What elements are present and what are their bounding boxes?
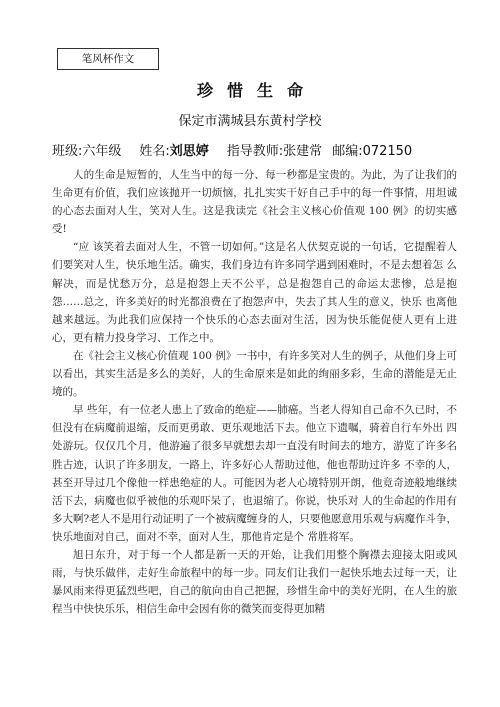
paragraph: 旭日东升，对于每一个人都是新一天的开始，让我们用整个胸襟去迎接太阳或风雨，与快乐做伴，走好生命旅程中的每一步。同友们让我们一起快乐地去过每一天，让暴风雨来得更猛烈些吧，自己的航向由自己把握，珍惜生命中的美好光阴，在人生的旅程当中快快乐乐，相信生命中会因有你的微笑而变得更加精 bbox=[52, 548, 457, 616]
paragraph: 人的生命是短暂的，人生当中的每一分、每一秒都是宝贵的。为此，为了让我们的生命更有价值，我们应该抛开一切烦恼，扎扎实实干好自己手中的每一件事情，用坦诚的心态去面对人生，笑对人生。这是我读完《社会主义核心价值观 100 例》的切实感受! bbox=[52, 169, 457, 236]
grade-label: 班级:六年级 bbox=[52, 144, 122, 159]
paragraph: 在《社会主义核心价值观 100 例》一书中，有许多笑对人生的例子，从他们身上可以看出，其实生活是多么的美好，人的生命原来是如此的绚丽多彩，生命的潜能是无止境的。 bbox=[52, 349, 457, 399]
school-name: 保定市满城县东黄村学校 bbox=[178, 114, 322, 129]
teacher-label: 指导教师:张建常 bbox=[226, 144, 323, 159]
name-label: 姓名: bbox=[139, 144, 170, 159]
contest-badge: 笔风杯作文 bbox=[57, 48, 159, 70]
paragraph: “应 该笑着去面对人生，不管一切如何。”这是名人伏契克说的一句话，它提醒着人们要笑对人生，快乐地生活。确实，我们身边有许多同学遇到困难时，不是去想着怎 么解决，而是忧愁万分，总是抱怨上天不公平，总是抱怨自己的命运太悲惨，总是抱怨……总之，许多美好的时光都浪费在了抱怨声中，失去了其人生的意义，快乐 也离他越来越远。为此我们应保持一个快乐的心态去面对生活，因为快乐能促使人更有上进心，更有精力投身学习、工作之中。 bbox=[52, 241, 457, 344]
author-name: 刘思婷 bbox=[169, 144, 209, 159]
essay-title: 珍惜生命 bbox=[196, 81, 317, 100]
author-info-line bbox=[52, 140, 472, 159]
paragraph: 早 些年，有一位老人患上了致命的绝症——肺癌。当老人得知自己命不久已时，不但没有在病魔前退缩，反而更勇敢、更乐观地活下去。他立下遗嘱，骑着自行车外出 四处游玩。仅仅几个月，他游遍了很多早就想去却一直没有时间去的地方，游览了许多名胜古迹，认识了许多朋友，一路上，许多好心人帮助过他，他也帮助过许多 不幸的人，甚至开导过几个像他一样患绝症的人。可能因为老人心境特别开朗，他竟奇迹般地继续活下去，病魔也似乎被他的乐观吓呆了，也退缩了。你说，快乐对 人的生命起的作用有多大啊?老人不是用行动证明了一个被病魔缠身的人，只要他愿意用乐观与病魔作斗争，快乐地面对自己，面对不幸，面对人生，那他肯定是个 常胜将军。 bbox=[52, 404, 457, 543]
postcode-label: 邮编:072150 bbox=[332, 144, 413, 159]
essay-body bbox=[52, 166, 457, 618]
